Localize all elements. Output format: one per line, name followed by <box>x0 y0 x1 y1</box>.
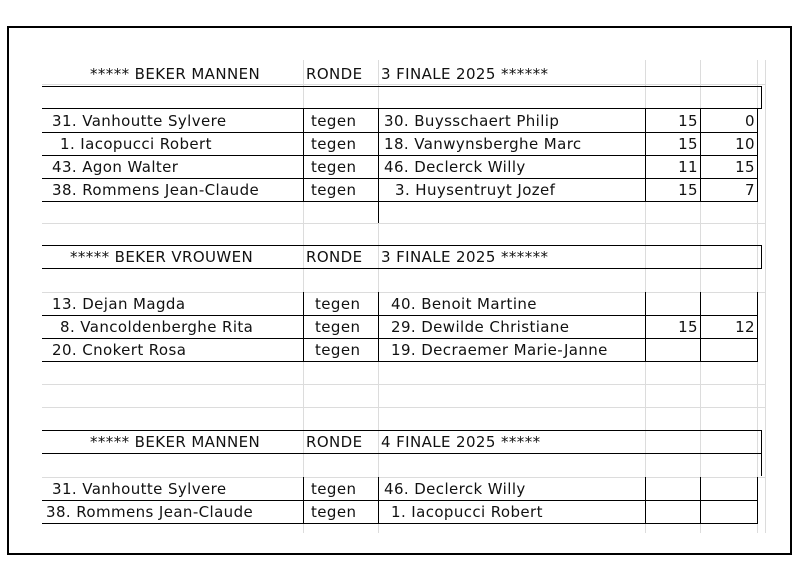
section-title: ***** BEKER VROUWEN <box>70 248 254 266</box>
section-ronde-label: RONDE <box>306 65 363 83</box>
versus-label: tegen <box>311 135 357 153</box>
grid-row-line <box>42 384 766 385</box>
score-away: 12 <box>735 318 755 336</box>
versus-label: tegen <box>311 158 357 176</box>
away-player: 46. Declerck Willy <box>384 158 526 176</box>
table-border <box>42 361 758 362</box>
home-player: 38. Rommens Jean-Claude <box>46 503 254 521</box>
section-ronde-label: RONDE <box>306 433 363 451</box>
home-player: 43. Agon Walter <box>52 158 179 176</box>
table-border <box>303 109 304 201</box>
section-title-suffix: 4 FINALE 2025 ***** <box>381 433 541 451</box>
home-player: 20. Cnokert Rosa <box>52 341 187 359</box>
score-home: 11 <box>678 158 698 176</box>
table-border <box>42 523 758 524</box>
table-border <box>761 430 762 476</box>
score-home <box>646 339 698 361</box>
away-player: 30. Buysschaert Philip <box>384 112 560 130</box>
section-title-suffix: 3 FINALE 2025 ****** <box>381 248 549 266</box>
grid-row-line <box>42 223 766 224</box>
score-home <box>646 501 698 523</box>
grid-row-line <box>42 407 766 408</box>
away-player: 3. Huysentruyt Jozef <box>395 181 556 199</box>
table-border <box>378 109 379 223</box>
away-player: 46. Declerck Willy <box>384 480 526 498</box>
score-away: 10 <box>735 135 755 153</box>
table-border <box>303 477 304 523</box>
section-title-suffix: 3 FINALE 2025 ****** <box>381 65 549 83</box>
versus-label: tegen <box>311 480 357 498</box>
table-border <box>757 292 758 361</box>
table-border <box>42 268 762 269</box>
table-border <box>303 292 304 361</box>
table-border <box>42 201 758 202</box>
score-away: 15 <box>735 158 755 176</box>
home-player: 31. Vanhoutte Sylvere <box>52 480 227 498</box>
table-border <box>757 477 758 523</box>
section-title: ***** BEKER MANNEN <box>90 433 261 451</box>
table-border <box>42 453 762 454</box>
table-border <box>757 109 758 201</box>
grid-column-line <box>765 60 766 533</box>
score-home <box>646 293 698 315</box>
home-player: 38. Rommens Jean-Claude <box>52 181 260 199</box>
away-player: 1. Iacopucci Robert <box>391 503 543 521</box>
score-away <box>701 293 755 315</box>
table-border <box>42 86 762 87</box>
table-border <box>378 292 379 361</box>
table-border <box>761 86 762 109</box>
table-border <box>761 245 762 268</box>
score-home: 15 <box>678 135 698 153</box>
score-home: 15 <box>678 181 698 199</box>
home-player: 13. Dejan Magda <box>52 295 186 313</box>
score-away: 7 <box>745 181 755 199</box>
versus-label: tegen <box>315 341 361 359</box>
home-player: 8. Vancoldenberghe Rita <box>60 318 254 336</box>
versus-label: tegen <box>311 181 357 199</box>
score-home <box>646 478 698 500</box>
away-player: 29. Dewilde Christiane <box>391 318 570 336</box>
versus-label: tegen <box>315 295 361 313</box>
score-home: 15 <box>678 318 698 336</box>
score-home: 15 <box>678 112 698 130</box>
section-title: ***** BEKER MANNEN <box>90 65 261 83</box>
away-player: 18. Vanwynsberghe Marc <box>384 135 582 153</box>
score-away <box>701 478 755 500</box>
versus-label: tegen <box>315 318 361 336</box>
score-away <box>701 339 755 361</box>
score-away: 0 <box>745 112 755 130</box>
away-player: 19. Decraemer Marie-Janne <box>391 341 608 359</box>
home-player: 1. Iacopucci Robert <box>60 135 212 153</box>
away-player: 40. Benoit Martine <box>391 295 537 313</box>
table-border <box>42 108 762 109</box>
versus-label: tegen <box>311 112 357 130</box>
score-away <box>701 501 755 523</box>
table-border <box>378 477 379 523</box>
section-ronde-label: RONDE <box>306 248 363 266</box>
versus-label: tegen <box>311 503 357 521</box>
home-player: 31. Vanhoutte Sylvere <box>52 112 227 130</box>
